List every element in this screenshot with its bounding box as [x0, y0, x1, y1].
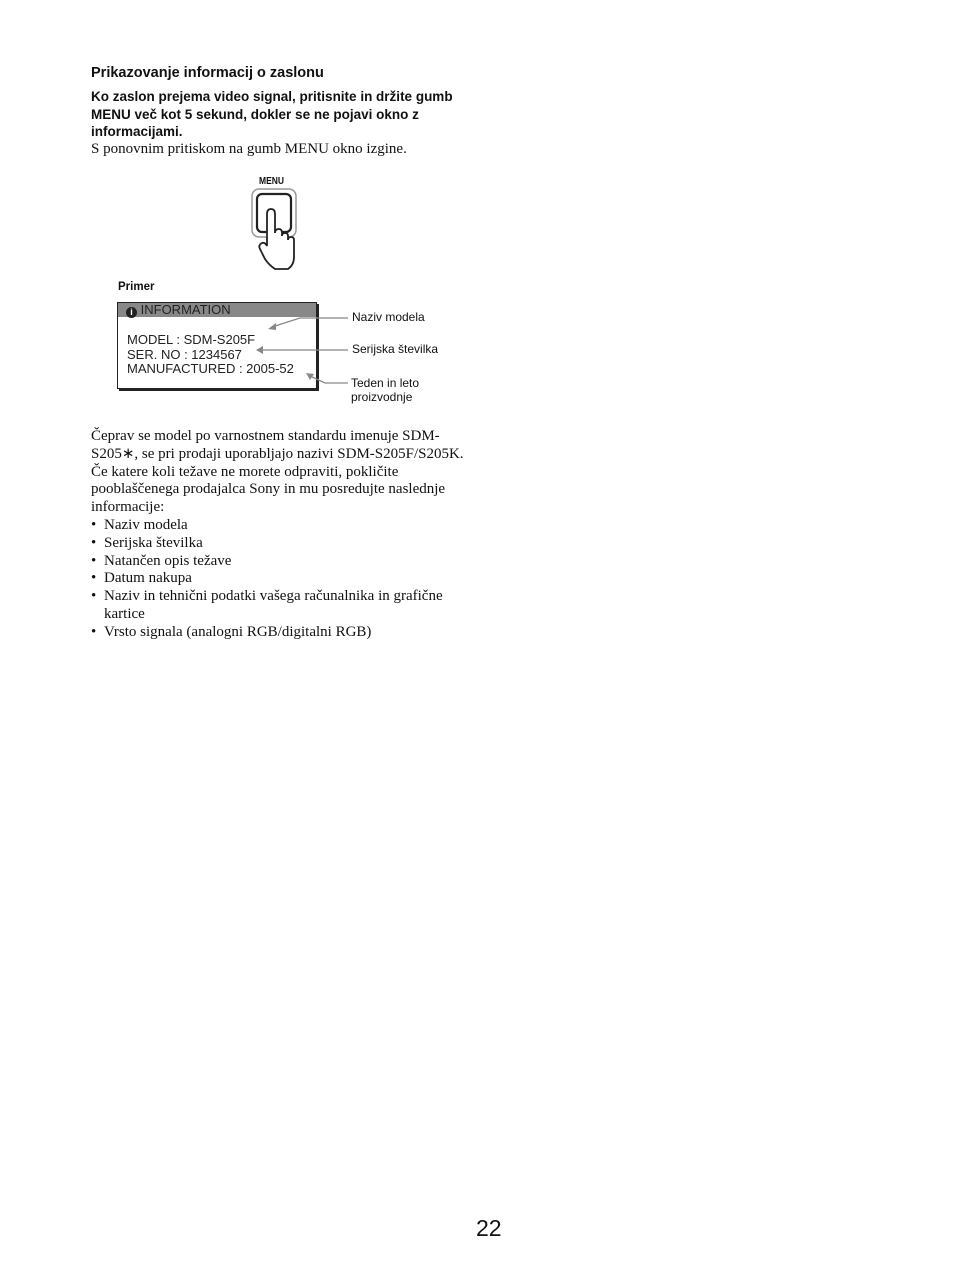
page-number: 22: [476, 1215, 502, 1241]
list-item: • Naziv modela: [91, 517, 471, 535]
list-item: • Datum nakupa: [91, 570, 471, 588]
callout-arrows: [0, 0, 954, 420]
menu-button-label: MENU: [259, 176, 285, 187]
section-heading: Prikazovanje informacij o zaslonu: [91, 65, 324, 81]
info-list: [91, 517, 471, 642]
callout-line: Teden in leto: [351, 376, 420, 390]
example-label: Primer: [118, 281, 155, 293]
paragraph: Čeprav se model po varnostnem standardu imenuje SDM-S205∗, se pri prodaji uporabljajo nazivi SDM-S205F/S205K. Če katere koli težave ne morete odpraviti, pokličite pooblaščenega prodajalca Sony in mu posredujte naslednje informacije:: [91, 428, 464, 516]
callout-model-name: Naziv modela: [352, 310, 425, 324]
information-title: INFORMATION: [140, 302, 231, 317]
body-text: [91, 428, 471, 642]
callout-serial-number: Serijska številka: [352, 342, 439, 356]
paragraph: S ponovnim pritiskom na gumb MENU okno izgine.: [91, 141, 407, 157]
list-item: • Naziv in tehnični podatki vašega računalnika in grafične kartice: [91, 588, 471, 624]
list-item: • Serijska številka: [91, 535, 471, 553]
info-icon: i: [126, 307, 137, 318]
callout-week-year: [351, 377, 419, 404]
serial-line: SER. NO : 1234567: [127, 346, 242, 362]
list-item: • Natančen opis težave: [91, 553, 471, 571]
list-item: • Vrsto signala (analogni RGB/digitalni RGB): [91, 624, 471, 642]
model-line: MODEL : SDM-S205F: [127, 332, 256, 347]
manufactured-line: MANUFACTURED : 2005-52: [127, 361, 294, 376]
callout-line: proizvodnje: [351, 389, 413, 404]
instruction-text: Ko zaslon prejema video signal, pritisnite in držite gumb MENU več kot 5 sekund, dokler se ne pojavi okno z informacijami.: [91, 89, 453, 139]
